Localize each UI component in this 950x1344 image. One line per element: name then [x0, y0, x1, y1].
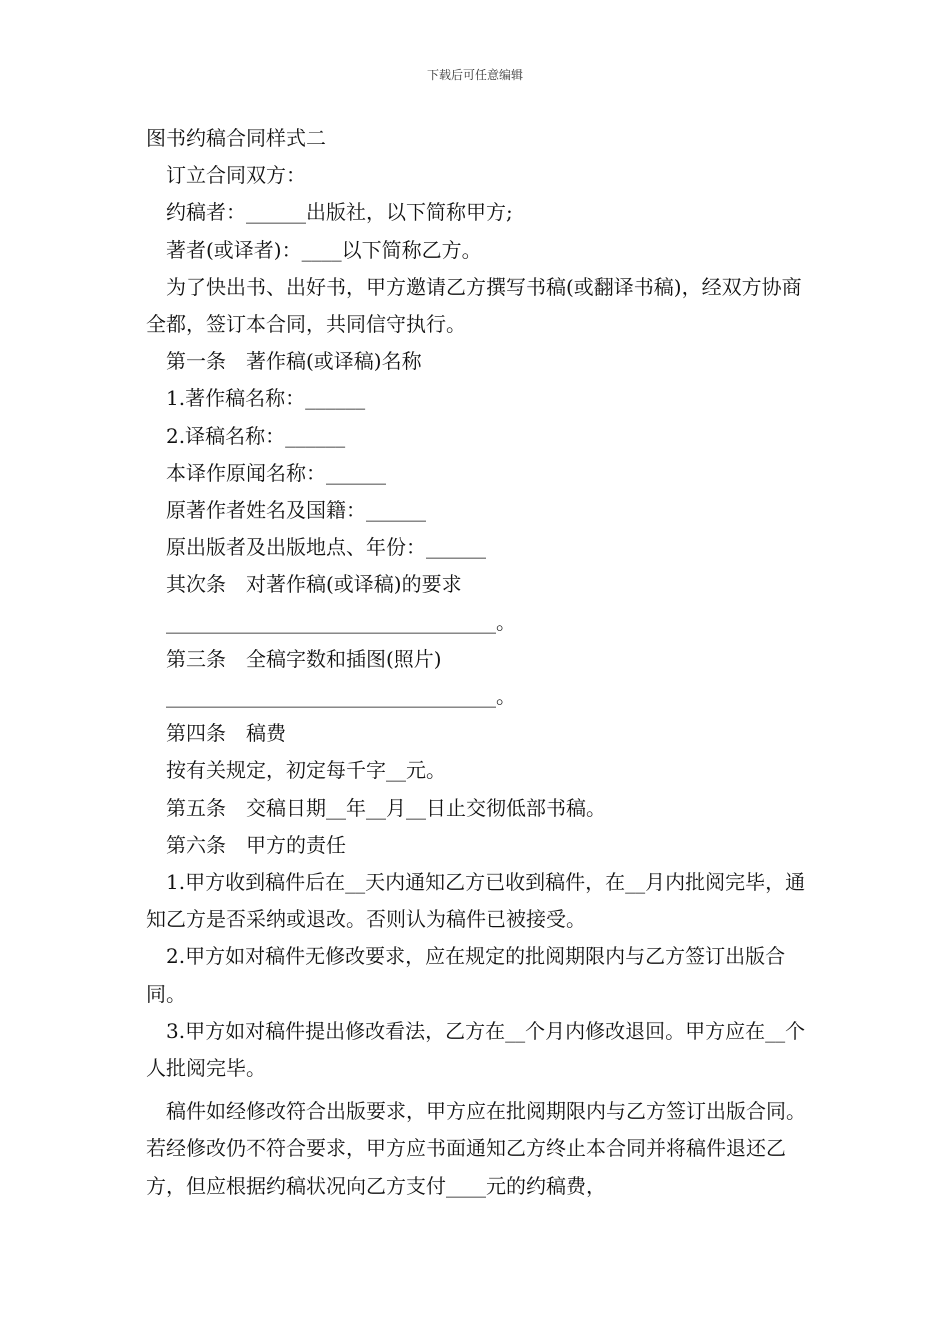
article-heading: 其次条 对著作稿(或译稿)的要求	[166, 572, 462, 597]
blank-line: _________________________________。	[166, 684, 516, 709]
blank-line: _________________________________。	[166, 609, 516, 634]
paragraph: 原出版者及出版地点、年份：______	[166, 535, 486, 560]
paragraph: 本译作原闻名称：______	[166, 460, 386, 485]
paragraph: 3.甲方如对稿件提出修改看法，乙方在__个月内修改退回。甲方应在__个人批阅完毕。	[146, 1018, 806, 1081]
document-body	[146, 120, 810, 1205]
paragraph: 约稿者：______出版社，以下简称甲方;	[166, 200, 513, 225]
paragraph: 2.译稿名称：______	[166, 423, 346, 448]
paragraph: 著者(或译者)：____以下简称乙方。	[166, 237, 482, 262]
paragraph: 订立合同双方：	[166, 163, 306, 188]
page-header: 下载后可任意编辑	[426, 68, 523, 82]
paragraph: 1.甲方收到稿件后在__天内通知乙方已收到稿件，在__月内批阅完毕，通知乙方是否采纳或退改。否则认为稿件已被接受。	[146, 870, 806, 932]
article-heading: 第五条 交稿日期__年__月__日止交彻低部书稿。	[166, 795, 606, 820]
paragraph: 为了快出书、出好书，甲方邀请乙方撰写书稿(或翻译书稿)，经双方协商全都，签订本合同，共同信守执行。	[146, 274, 802, 337]
document-title: 图书约稿合同样式二	[146, 126, 326, 150]
paragraph: 按有关规定，初定每千字__元。	[166, 758, 446, 783]
article-heading: 第六条 甲方的责任	[166, 832, 346, 857]
article-heading: 第一条 著作稿(或译稿)名称	[166, 349, 422, 374]
paragraph: 原著作者姓名及国籍：______	[166, 498, 426, 523]
article-heading: 第三条 全稿字数和插图(照片)	[166, 646, 442, 671]
paragraph: 2.甲方如对稿件无修改要求，应在规定的批阅期限内与乙方签订出版合同。	[146, 944, 786, 1006]
paragraph: 稿件如经修改符合出版要求，甲方应在批阅期限内与乙方签订出版合同。若经修改仍不符合要求，甲方应书面通知乙方终止本合同并将稿件退还乙方，但应根据约稿状况向乙方支付____元的约稿费，	[146, 1099, 806, 1198]
paragraph: 1.著作稿名称：______	[166, 386, 366, 411]
article-heading: 第四条 稿费	[166, 721, 286, 746]
